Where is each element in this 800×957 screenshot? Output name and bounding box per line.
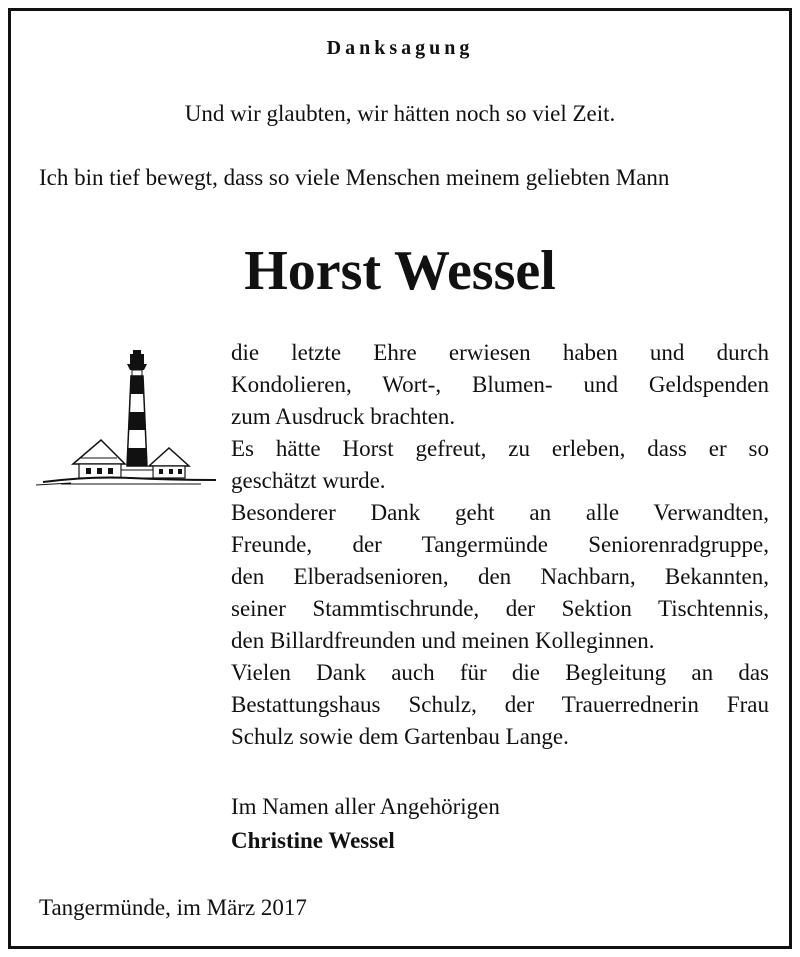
body-line: den Elberadsenioren, den Nachbarn, Bekannten, — [231, 564, 769, 589]
body-line: den Billardfreunden und meinen Kolleginnen. — [231, 628, 655, 653]
body-line: Freunde, der Tangermünde Seniorenradgruppe, — [231, 532, 769, 557]
body-line: Schulz sowie dem Gartenbau Lange. — [231, 724, 569, 749]
body-line: Es hätte Horst gefreut, zu erleben, dass er so — [231, 436, 769, 461]
heading: Danksagung — [326, 37, 474, 59]
deceased-name: Horst Wessel — [244, 240, 556, 302]
place-date: Tangermünde, im März 2017 — [39, 895, 307, 920]
body-text — [231, 337, 769, 753]
intro-text: Ich bin tief bewegt, dass so viele Menschen meinem geliebten Mann — [39, 165, 670, 190]
signature-line: Im Namen aller Angehörigen — [231, 794, 500, 819]
signature-name: Christine Wessel — [231, 828, 395, 853]
quote: Und wir glaubten, wir hätten noch so viel Zeit. — [184, 101, 616, 126]
body-line: Kondolieren, Wort-, Blumen- und Geldspenden — [231, 372, 769, 397]
body-line: Vielen Dank auch für die Begleitung an das — [231, 660, 769, 685]
body-line: zum Ausdruck brachten. — [231, 404, 456, 429]
body-line: Besonderer Dank geht an alle Verwandten, — [231, 500, 769, 525]
body-line: die letzte Ehre erwiesen haben und durch — [231, 340, 769, 365]
body-line: geschätzt wurde. — [231, 468, 386, 493]
obituary-card — [8, 8, 792, 949]
body-line: Bestattungshaus Schulz, der Trauerrednerin Frau — [231, 692, 769, 717]
lighthouse-icon — [31, 346, 216, 496]
body-line: seiner Stammtischrunde, der Sektion Tischtennis, — [231, 596, 769, 621]
